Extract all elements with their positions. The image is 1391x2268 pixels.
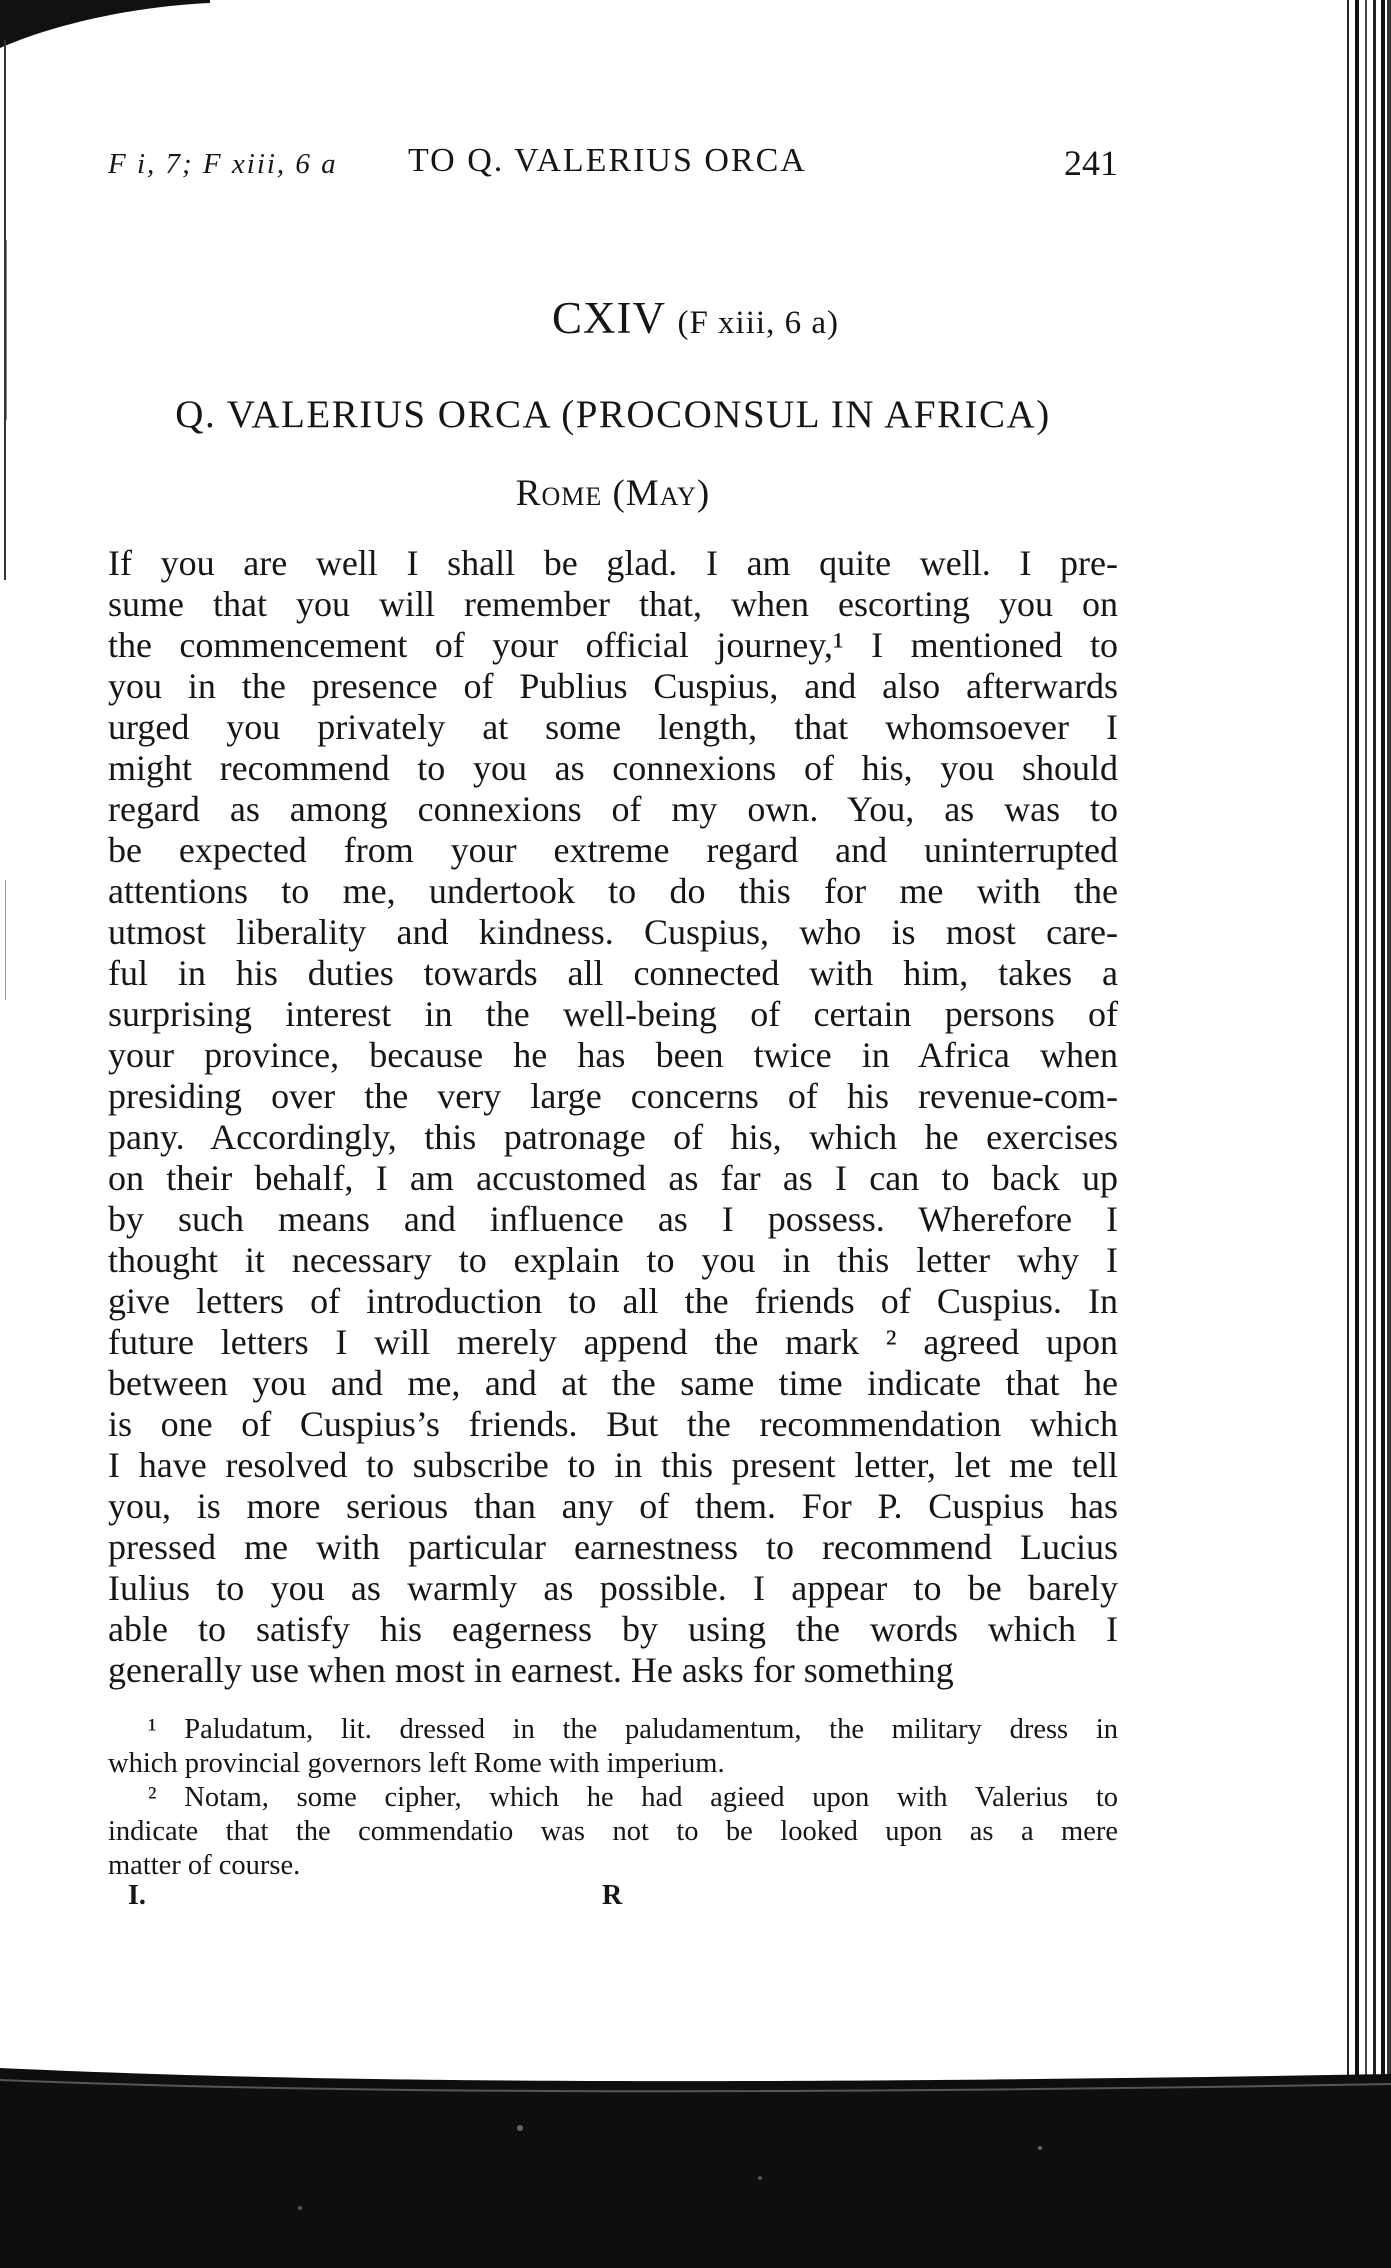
body-line: your province, because he has been twice in Africa when: [108, 1035, 1118, 1075]
scan-shadow-bottom: [0, 2068, 1391, 2268]
scan-shadow-top-left: [0, 0, 210, 70]
body-line: by such means and influence as I possess. Wherefore I: [108, 1199, 1118, 1239]
running-head-reference: F i, 7; F xiii, 6 a: [108, 148, 338, 180]
body-line: presiding over the very large concerns of his revenue-com-: [108, 1076, 1118, 1116]
body-line: pany. Accordingly, this patronage of his, which he exercises: [108, 1117, 1118, 1157]
body-line: Iulius to you as warmly as possible. I appear to be barely: [108, 1568, 1118, 1608]
footnote-line: ¹ Paludatum, lit. dressed in the paludamentum, the military dress in: [148, 1714, 1118, 1745]
body-line: is one of Cuspius’s friends. But the recommendation which: [108, 1404, 1118, 1444]
running-head-title: TO Q. VALERIUS ORCA: [408, 142, 807, 179]
body-line: If you are well I shall be glad. I am quite well. I pre-: [108, 543, 1118, 583]
body-line: be expected from your extreme regard and uninterrupted: [108, 830, 1118, 870]
footnote-line: matter of course.: [108, 1850, 301, 1881]
body-line: you in the presence of Publius Cuspius, and also afterwards: [108, 666, 1118, 706]
running-head: [108, 142, 1118, 192]
body-line: urged you privately at some length, that whomsoever I: [108, 707, 1118, 747]
footnote-line: which provincial governors left Rome with imperium.: [108, 1748, 725, 1779]
body-line: ful in his duties towards all connected with him, takes a: [108, 953, 1118, 993]
letter-place-date: Rome (May): [515, 473, 711, 514]
body-line: between you and me, and at the same time indicate that he: [108, 1363, 1118, 1403]
body-line: on their behalf, I am accustomed as far as I can to back up: [108, 1158, 1118, 1198]
letter-number: CXIV: [552, 293, 666, 343]
letter-body: [108, 543, 1118, 1691]
body-line: able to satisfy his eagerness by using the words which I: [108, 1609, 1118, 1649]
printer-signature: [108, 1880, 1118, 1920]
letter-addressee: Q. VALERIUS ORCA (PROCONSUL IN AFRICA): [175, 393, 1051, 436]
body-line: utmost liberality and kindness. Cuspius, who is most care-: [108, 912, 1118, 952]
body-line: surprising interest in the well-being of certain persons of: [108, 994, 1118, 1034]
body-line: the commencement of your official journey,¹ I mentioned to: [108, 625, 1118, 665]
letter-heading: [0, 292, 1391, 344]
body-line: generally use when most in earnest. He asks for something: [108, 1650, 954, 1690]
signature-volume: I.: [128, 1880, 146, 1911]
body-line: pressed me with particular earnestness to recommend Lucius: [108, 1527, 1118, 1567]
body-line: sume that you will remember that, when escorting you on: [108, 584, 1118, 624]
body-line: future letters I will merely append the mark ² agreed upon: [108, 1322, 1118, 1362]
body-line: regard as among connexions of my own. You, as was to: [108, 789, 1118, 829]
signature-letter: R: [602, 1880, 623, 1911]
body-line: might recommend to you as connexions of his, you should: [108, 748, 1118, 788]
body-line: give letters of introduction to all the friends of Cuspius. In: [108, 1281, 1118, 1321]
footnote-line: ² Notam, some cipher, which he had agieed upon with Valerius to: [148, 1782, 1118, 1813]
page-number: 241: [1064, 143, 1118, 183]
letter-source: (F xiii, 6 a): [677, 305, 839, 341]
footnote-line: indicate that the commendatio was not to be looked upon as a mere: [108, 1816, 1118, 1847]
body-line: thought it necessary to explain to you in this letter why I: [108, 1240, 1118, 1280]
body-line: you, is more serious than any of them. For P. Cuspius has: [108, 1486, 1118, 1526]
body-line: I have resolved to subscribe to in this present letter, let me tell: [108, 1445, 1118, 1485]
body-line: attentions to me, undertook to do this for me with the: [108, 871, 1118, 911]
footnotes: [108, 1713, 1118, 1883]
